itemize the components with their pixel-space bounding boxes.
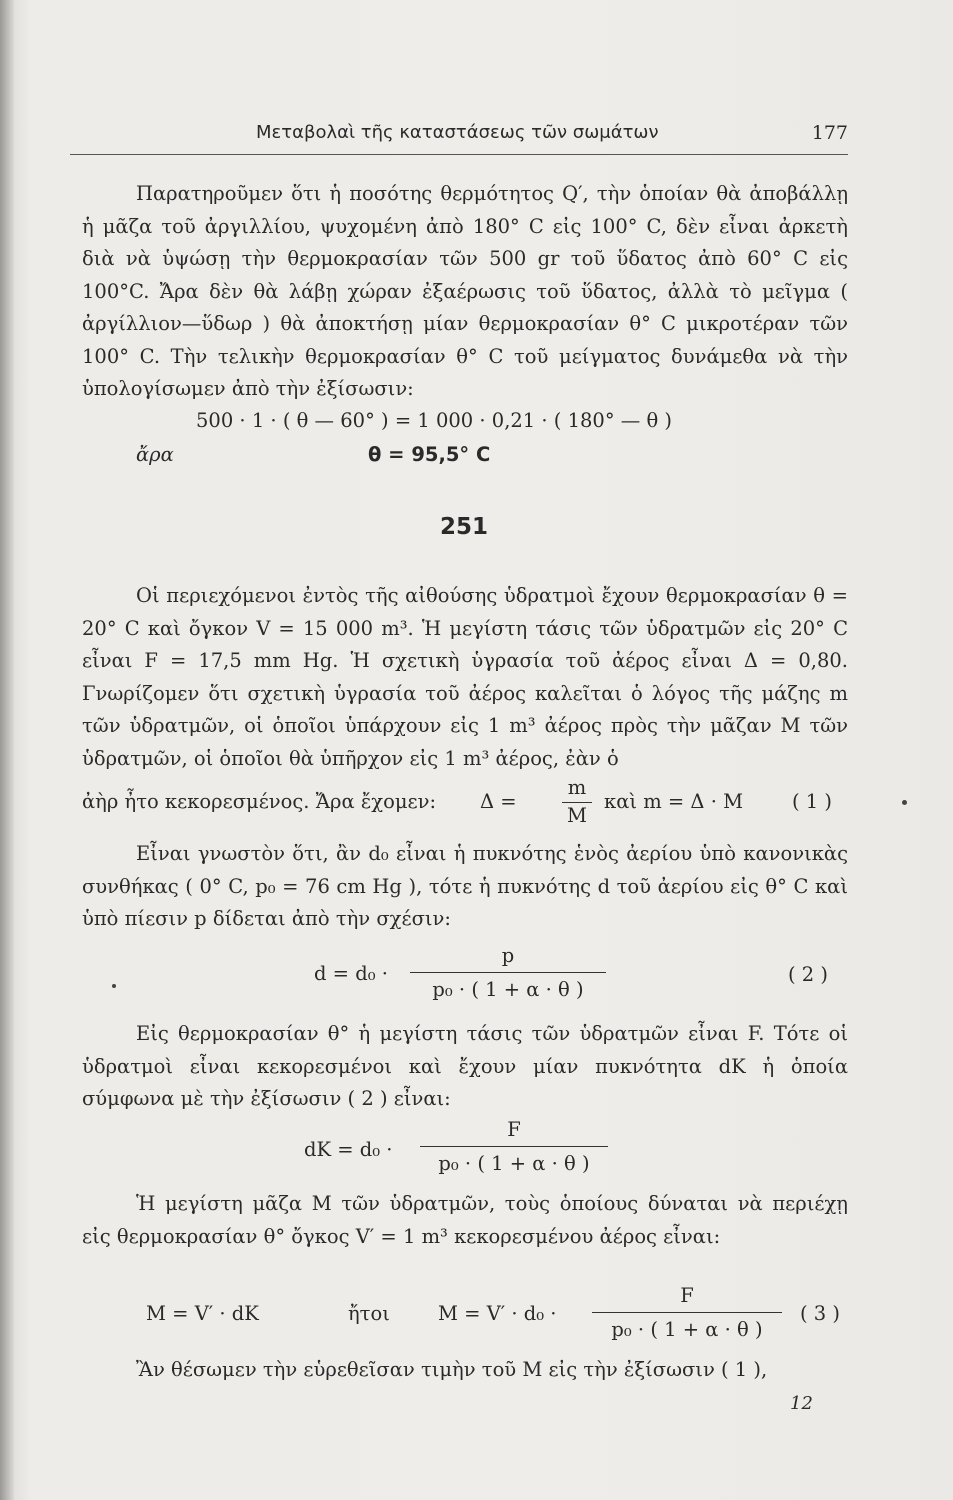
result-temperature: θ = 95,5° C (368, 443, 491, 466)
eq4-rhs: M = V′ · d₀ · (438, 1302, 557, 1325)
paragraph-2: Οἱ περιεχόμενοι ἐντὸς τῆς αἰθούσης ὑδρατμοὶ ἔχουν θερμοκρασίαν θ = 20° C καὶ ὄγκον V = 15 000 m³. Ἡ μεγίστη τάσις τῶν ὑδρατμῶν εἰς 20° C εἶναι F = 17,5 mm Hg. Ἡ σχετικὴ ὑγρασία τοῦ ἀέρος εἶναι Δ = 0,80. Γνωρίζομεν ὅτι σχετικὴ ὑγρασία τοῦ ἀέρος καλεῖται ὁ λόγος τῆς μάζης m τῶν ὑδρατμῶν, οἱ ὁποῖοι ὑπάρχουν εἰς 1 m³ ἀέρος πρὸς τὴν μᾶζαν M τῶν ὑδρατμῶν, οἱ ὁποῖοι θὰ ὑπῆρχον εἰς 1 m³ ἀέρος, ἐὰν ὁ (82, 584, 848, 770)
last-line: Ἂν θέσωμεν τὴν εὑρεθεῖσαν τιμὴν τοῦ M εἰς τὴν ἐξίσωσιν ( 1 ), (136, 1358, 768, 1381)
eq1-delta: Δ = (480, 790, 517, 813)
eq4-denominator: p₀ · ( 1 + α · θ ) (611, 1318, 763, 1341)
eq4-label: ( 3 ) (800, 1302, 841, 1325)
paragraph-4: Εἰς θερμοκρασίαν θ° ἡ μεγίστη τάσις τῶν ὑδρατμῶν εἶναι F. Τότε οἱ ὑδρατμοὶ εἶναι κεκορεσμένοι καὶ ἔχουν μίαν πυκνότητα dK ἡ ὁποία σύμφωνα μὲ τὴν ἐξίσωσιν ( 2 ) εἶναι: (82, 1022, 848, 1110)
eq3-lhs: dK = d₀ · (304, 1138, 393, 1161)
equation-heat-balance: 500 · 1 · ( θ — 60° ) = 1 000 · 0,21 · ( 180° — θ ) (196, 409, 673, 432)
header-title: Μεταβολαὶ τῆς καταστάσεως τῶν σωμάτων (256, 122, 659, 143)
problem-number: 251 (440, 514, 489, 540)
eq3-denominator: p₀ · ( 1 + α · θ ) (438, 1152, 590, 1175)
eq1-prefix: ἀὴρ ἦτο κεκορεσμένος. Ἄρα ἔχομεν: (82, 790, 437, 813)
ara-label: ἄρα (136, 443, 174, 466)
eq2-numerator: p (501, 944, 515, 967)
eq2-lhs: d = d₀ · (314, 962, 388, 985)
eq4-lhs: M = V′ · dK (146, 1302, 259, 1325)
signature-mark: 12 (790, 1393, 813, 1414)
eq4-numerator: F (680, 1284, 694, 1307)
eq2-label: ( 2 ) (788, 963, 829, 986)
eq1-numerator: m (567, 776, 587, 799)
page-edge-shadow (0, 0, 14, 1500)
eq1-suffix: καὶ m = Δ · M (604, 790, 744, 813)
eq1-label: ( 1 ) (792, 790, 833, 813)
eq3-fraction-bar (420, 1146, 608, 1147)
paragraph-1: Παρατηροῦμεν ὅτι ἡ ποσότης θερμότητος Q′, τὴν ὁποίαν θὰ ἀποβάλλῃ ἡ μᾶζα τοῦ ἀργιλλίου, ψυχομένη ἀπὸ 180° C εἰς 100° C, δὲν εἶναι ἀρκετὴ διὰ νὰ ὑψώσῃ τὴν θερμοκρασίαν τῶν 500 gr τοῦ ὕδατος ἀπὸ 60° C εἰς 100°C. Ἄρα δὲν θὰ λάβῃ χώραν ἐξαέρωσις τοῦ ὕδατος, ἀλλὰ τὸ μεῖγμα ( ἀργίλλιον—ὕδωρ ) θὰ ἀποκτήσῃ μίαν θερμοκρασίαν θ° C μικροτέραν τῶν 100° C. Τὴν τελικὴν θερμοκρασίαν θ° C τοῦ μείγματος δυνάμεθα νὰ τὴν ὑπολογίσωμεν ἀπὸ τὴν ἐξίσωσιν: (82, 182, 848, 400)
paragraph-3: Εἶναι γνωστὸν ὅτι, ἂν d₀ εἶναι ἡ πυκνότης ἑνὸς ἀερίου ὑπὸ κανονικὰς συνθήκας ( 0° C, p₀ = 76 cm Hg ), τότε ἡ πυκνότης d τοῦ ἀερίου εἰς θ° C καὶ ὑπὸ πίεσιν p δίδεται ἀπὸ τὴν σχέσιν: (82, 842, 848, 930)
eq2-denominator: p₀ · ( 1 + α · θ ) (432, 978, 584, 1001)
print-speck (112, 984, 116, 988)
eq4-fraction-bar (592, 1312, 782, 1313)
page-number: 177 (811, 122, 848, 144)
eq4-mid: ἤτοι (348, 1302, 390, 1325)
paragraph-5: Ἡ μεγίστη μᾶζα M τῶν ὑδρατμῶν, τοὺς ὁποίους δύναται νὰ περιέχῃ εἰς θερμοκρασίαν θ° ὄγκος V′ = 1 m³ κεκορεσμένου ἀέρος εἶναι: (82, 1192, 848, 1248)
print-speck (902, 800, 907, 805)
eq2-fraction-bar (410, 972, 606, 973)
eq3-numerator: F (507, 1118, 521, 1141)
eq1-denominator: M (567, 804, 587, 827)
running-header (70, 120, 848, 155)
